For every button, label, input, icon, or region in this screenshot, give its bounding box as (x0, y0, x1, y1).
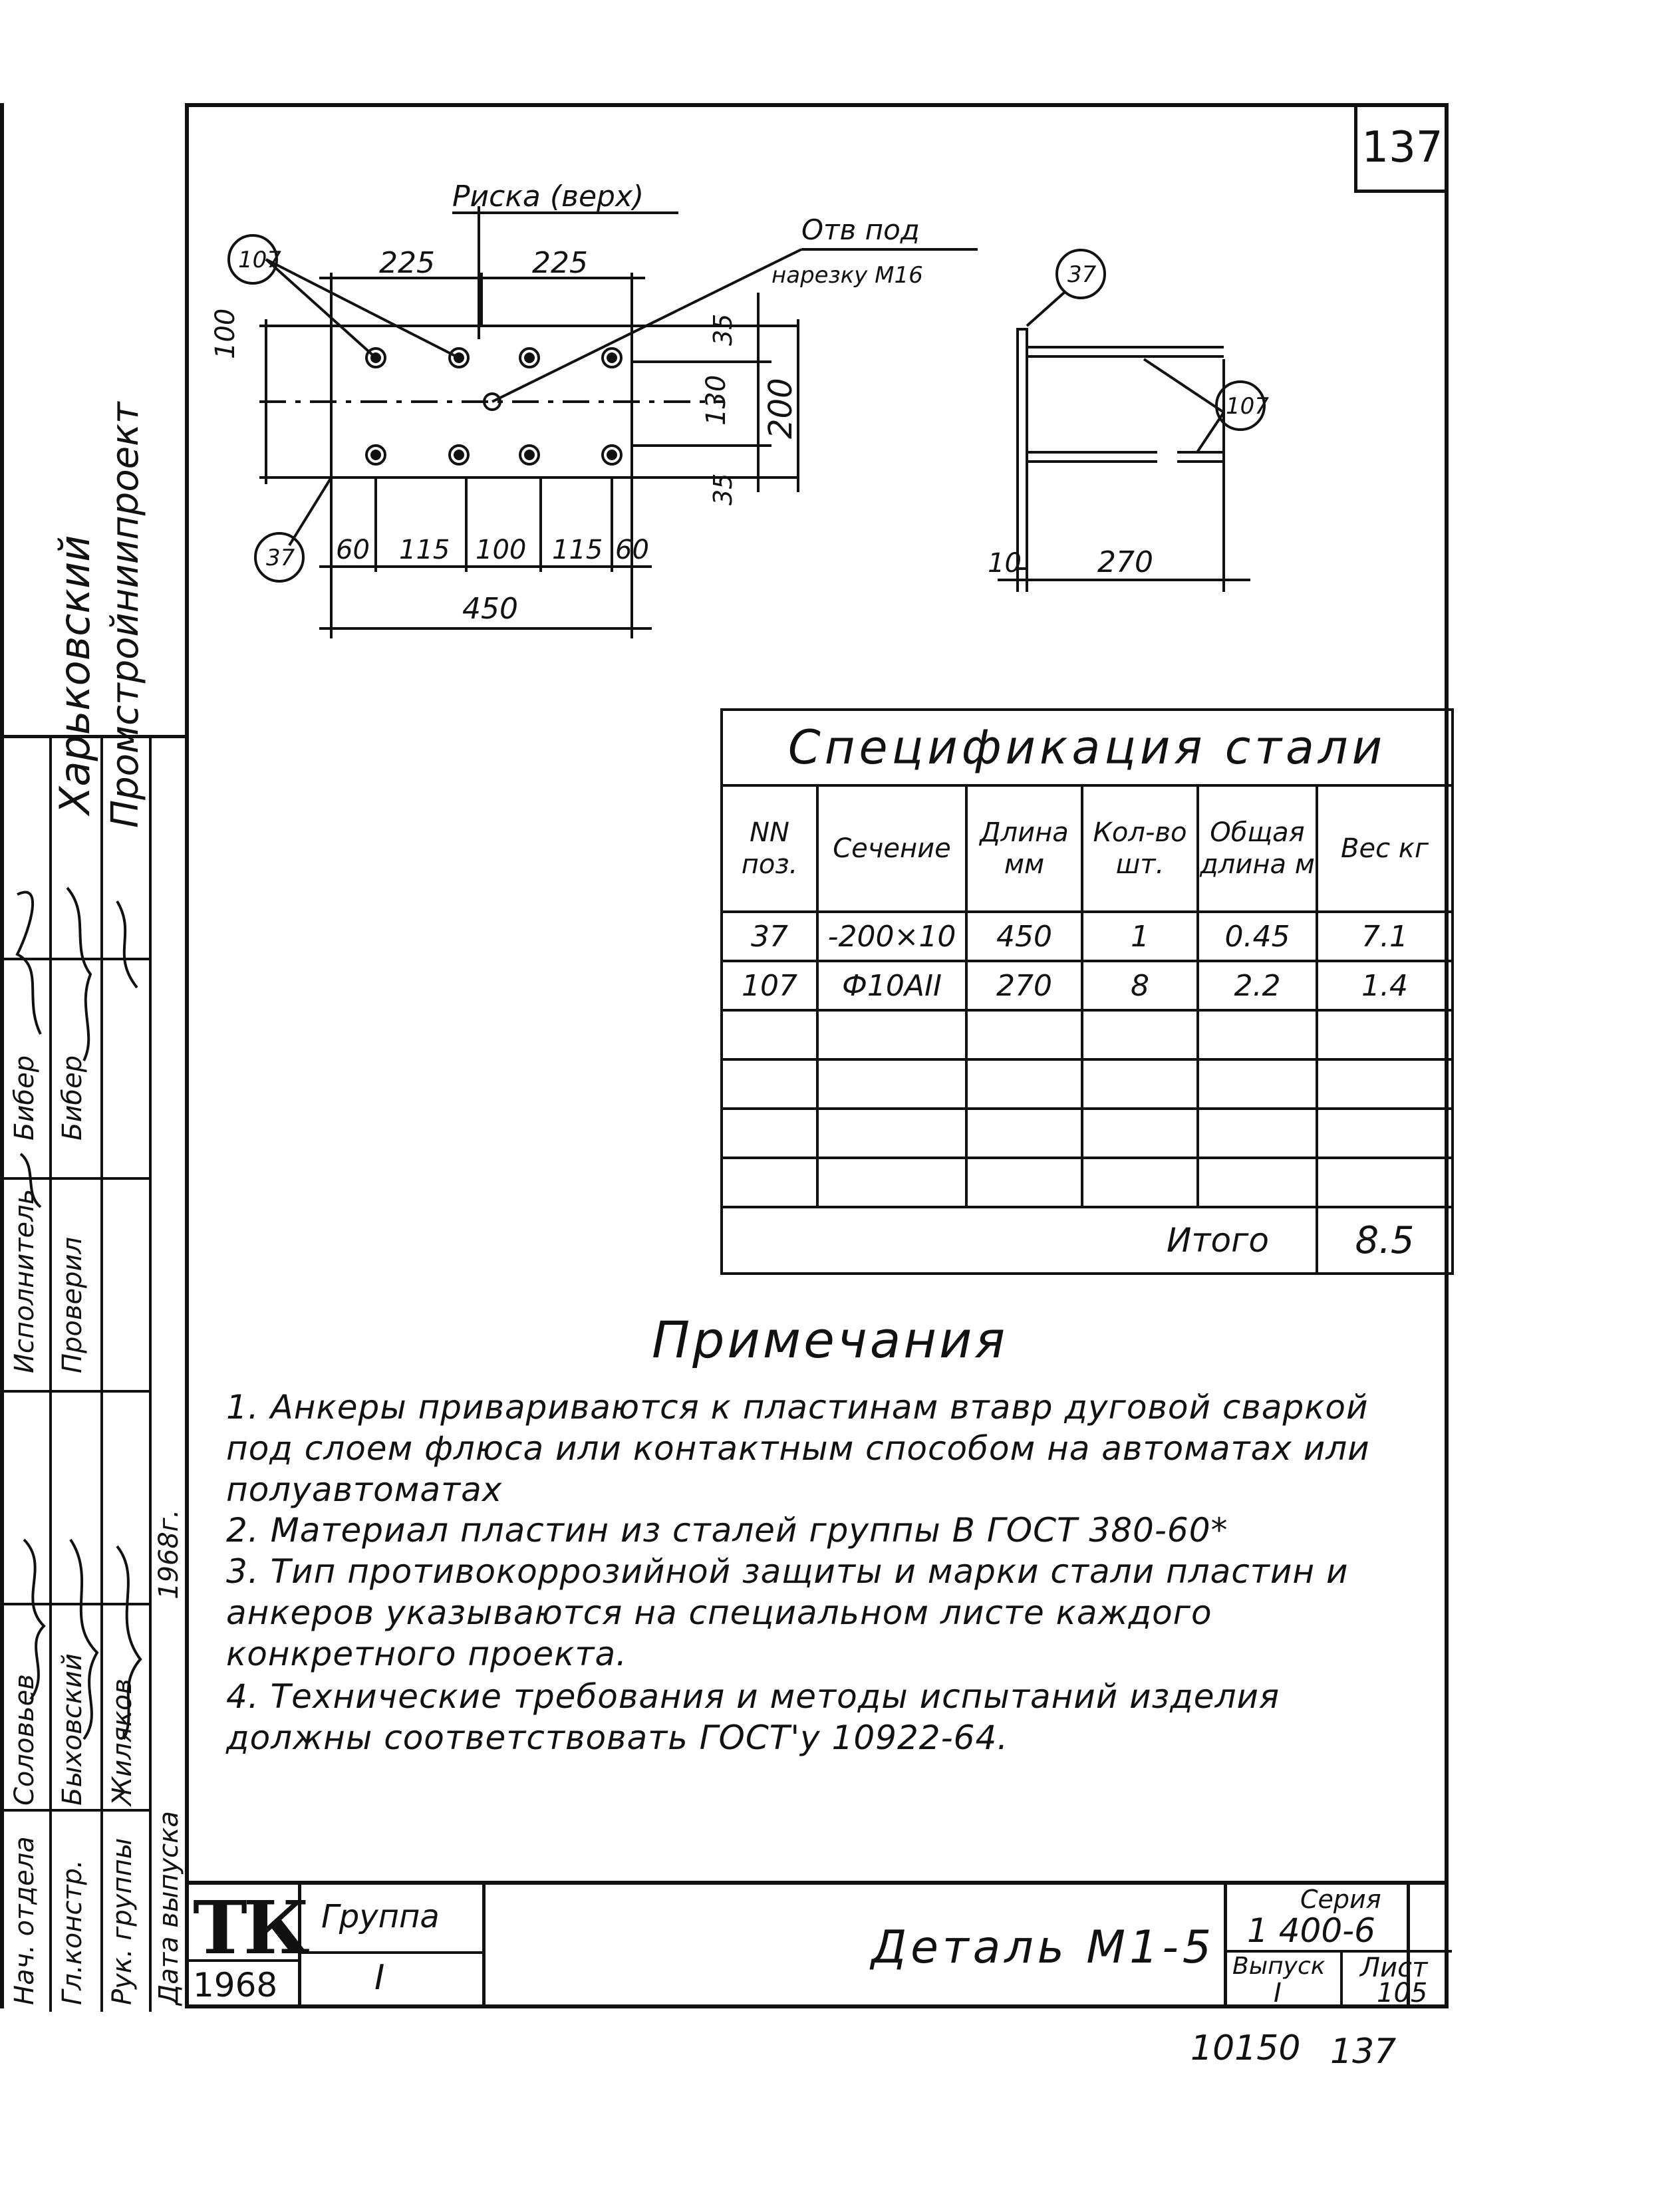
spec-head-weight: Вес кг (1317, 785, 1453, 912)
dim-450: 450 (462, 592, 518, 626)
tb-logo-cell (185, 1885, 306, 2008)
dim-100h: 100 (476, 535, 527, 565)
issue-year: 1968г. (154, 1509, 184, 1599)
tb-group-value: I (374, 1958, 385, 1998)
title-block (185, 1881, 1449, 2008)
footer-page: 137 (1330, 2032, 1397, 2072)
name-checked: Бибер (57, 1055, 88, 1141)
name-executor: Бибер (9, 1055, 40, 1141)
dim-10: 10 (988, 548, 1022, 579)
notes-title: Примечания (652, 1310, 1008, 1369)
tb-divider (185, 1959, 301, 1962)
leader-37 (289, 478, 331, 545)
dim-130: 130 (701, 374, 732, 426)
dim-35a: 35 (708, 313, 738, 346)
spec-head-section: Сечение (817, 785, 966, 912)
spec-cell-total-length: 0.45 (1198, 912, 1317, 961)
note-item: 2. Материал пластин из сталей группы В ГОСТ 380-60* (226, 1511, 1228, 1550)
spec-cell-weight: 1.4 (1317, 961, 1453, 1010)
spec-row (722, 961, 1453, 1010)
dim-270: 270 (1097, 545, 1153, 579)
signature-scribbles (4, 875, 157, 1819)
dim-225a: 225 (379, 246, 435, 280)
spec-cell-total-length: 2.2 (1198, 961, 1317, 1010)
spec-total-label: Итого (722, 1207, 1317, 1274)
spec-head-total-length: Общая длина м (1198, 785, 1317, 912)
org-institute: Промстройниипроект (104, 402, 147, 828)
role-head-dept: Нач. отдела (9, 1836, 40, 2005)
dim-35b: 35 (708, 473, 738, 505)
name-group-head: Жиляков (107, 1679, 138, 1806)
role-engineer: Гл.констр. (57, 1859, 88, 2005)
detail-drawing (200, 160, 1430, 678)
spec-cell-qty: 1 (1082, 912, 1198, 961)
note-item: 3. Тип противокоррозийной защиты и марки стали пластин и анкеров указываются на специальном листе каждого конкретного проекта. (226, 1552, 1349, 1673)
callout-107: 107 (238, 247, 281, 273)
spec-row-empty (722, 1010, 1453, 1059)
dim-60a: 60 (336, 535, 370, 565)
spec-cell-weight: 7.1 (1317, 912, 1453, 961)
spec-cell-pos: 107 (722, 961, 817, 1010)
callout-37: 37 (266, 545, 295, 571)
spec-head-length: Длина мм (966, 785, 1082, 912)
spec-total-value: 8.5 (1317, 1207, 1453, 1274)
label-risk: Риска (верх) (452, 180, 644, 213)
signature-strip (0, 103, 185, 2008)
label-hole: Отв под (801, 213, 920, 246)
tb-sheet-value: 105 (1377, 1978, 1428, 2008)
spec-cell-length: 270 (966, 961, 1082, 1010)
sheet-number: 137 (1354, 105, 1447, 193)
dim-100v: 100 (210, 308, 241, 359)
label-hole2: нарезку М16 (771, 262, 923, 289)
spec-row (722, 912, 1453, 961)
anchor-holes (366, 348, 621, 464)
dim-115a: 115 (399, 535, 450, 565)
spec-head-qty: Кол-во шт. (1082, 785, 1198, 912)
tb-issue-label: Выпуск (1232, 1953, 1326, 1980)
spec-row-empty (722, 1158, 1453, 1207)
dim-200: 200 (762, 378, 799, 439)
footer-inv: 10150 (1190, 2028, 1301, 2068)
role-executor: Исполнитель (9, 1188, 40, 1373)
tb-group-label: Группа (321, 1898, 440, 1935)
spec-cell-qty: 8 (1082, 961, 1198, 1010)
org-name: Харьковский (51, 535, 99, 815)
spec-row-empty (722, 1059, 1453, 1109)
spec-cell-section: Ф10АII (817, 961, 966, 1010)
spec-cell-section: -200×10 (817, 912, 966, 961)
tb-year: 1968 (193, 1966, 278, 2004)
leader-107a (266, 259, 376, 358)
dim-60b: 60 (615, 535, 649, 565)
tb-sheet-label: Лист (1360, 1953, 1428, 1983)
tb-issue-value: I (1274, 1978, 1282, 2008)
spec-row-empty (722, 1109, 1453, 1158)
name-head-dept: Соловьев (9, 1674, 40, 1806)
dim-115b: 115 (552, 535, 603, 565)
role-group-head: Рук. группы (107, 1838, 138, 2005)
tb-group-cell (301, 1885, 486, 2008)
spec-title: Спецификация стали (722, 710, 1453, 785)
spec-head-pos: NN поз. (722, 785, 817, 912)
note-item: 4. Технические требования и методы испытаний изделия должны соответствовать ГОСТ'у 10922-64. (226, 1677, 1280, 1757)
tb-series-value: 1 400-6 (1247, 1911, 1375, 1950)
issue-date-label: Дата выпуска (154, 1811, 184, 2005)
tb-divider (1340, 1950, 1343, 2008)
dim-225b: 225 (532, 246, 588, 280)
tb-series-cell (1224, 1885, 1449, 2008)
callout-107-side: 107 (1226, 393, 1269, 420)
spec-cell-pos: 37 (722, 912, 817, 961)
tk-logo: ТК (193, 1885, 306, 1971)
steel-spec-table (720, 708, 1454, 1275)
spec-cell-length: 450 (966, 912, 1082, 961)
role-checked: Проверил (57, 1236, 88, 1373)
name-engineer: Быховский (57, 1653, 88, 1806)
note-item: 1. Анкеры привариваются к пластинам втавр дуговой сваркой под слоем флюса или контактным способом на автоматах или полуавтоматах (226, 1388, 1370, 1509)
tb-series-label: Серия (1300, 1885, 1381, 1914)
tb-divider (301, 1951, 486, 1954)
callout-37-side: 37 (1067, 261, 1097, 288)
tb-detail-title: Деталь М1-5 (871, 1921, 1216, 1974)
